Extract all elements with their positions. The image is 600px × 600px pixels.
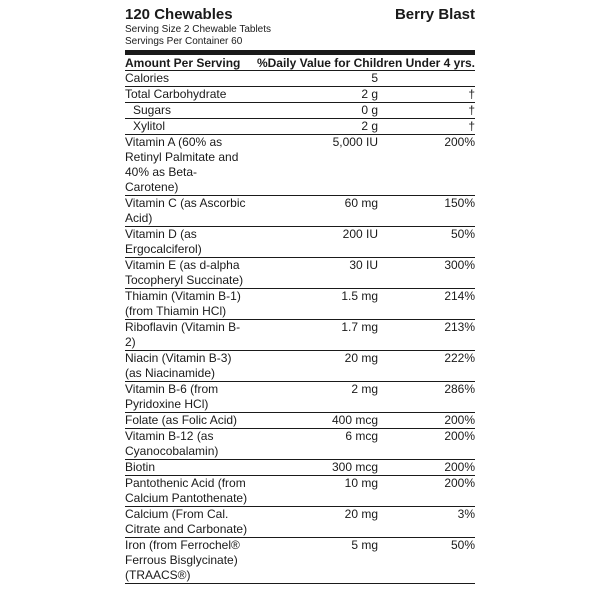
flavor-name: Berry Blast [394,6,475,23]
nutrient-daily-value: 300% [382,258,475,289]
nutrient-daily-value: 214% [382,289,475,320]
table-row [125,119,475,135]
table-row [125,87,475,103]
nutrient-daily-value: 213% [382,320,475,351]
table-row [125,476,475,507]
nutrient-daily-value: 286% [382,382,475,413]
table-row [125,507,475,538]
nutrient-name: Niacin (Vitamin B-3) (as Niacinamide) [125,351,250,382]
table-row [125,429,475,460]
header-amount-per-serving: Amount Per Serving [125,55,250,71]
nutrient-name: Total Carbohydrate [125,87,250,103]
nutrient-daily-value: 200% [382,429,475,460]
table-row [125,135,475,196]
table-row [125,227,475,258]
nutrient-name: Xylitol [125,119,250,135]
nutrient-amount: 300 mcg [250,460,382,476]
nutrient-amount: 0 g [250,103,382,119]
nutrient-amount: 1.5 mg [250,289,382,320]
nutrient-name: Pantothenic Acid (from Calcium Pantothenate) [125,476,250,507]
nutrient-daily-value: † [382,119,475,135]
nutrient-amount: 30 IU [250,258,382,289]
nutrient-daily-value: 150% [382,196,475,227]
nutrient-table [125,55,475,584]
nutrient-name: Vitamin D (as Ergocalciferol) [125,227,250,258]
nutrient-amount: 200 IU [250,227,382,258]
nutrient-name: Calcium (From Cal. Citrate and Carbonate) [125,507,250,538]
nutrient-amount: 5 mg [250,538,382,584]
nutrient-amount: 60 mg [250,196,382,227]
product-count: 120 Chewables [125,6,233,23]
header-row [125,6,475,24]
nutrient-name: Iron (from Ferrochel® Ferrous Bisglycinate) (TRAACS®) [125,538,250,584]
nutrient-daily-value: † [382,87,475,103]
table-row [125,320,475,351]
nutrient-name: Sugars [125,103,250,119]
nutrient-name: Vitamin B-6 (from Pyridoxine HCl) [125,382,250,413]
servings-per-container: Servings Per Container 60 [125,36,243,47]
nutrient-amount: 10 mg [250,476,382,507]
nutrient-daily-value: 50% [382,227,475,258]
nutrient-amount: 6 mcg [250,429,382,460]
nutrient-name: Riboflavin (Vitamin B-2) [125,320,250,351]
nutrient-amount: 2 g [250,119,382,135]
nutrient-daily-value: 200% [382,135,475,196]
nutrient-amount: 5 [250,71,382,87]
nutrient-daily-value: 200% [382,413,475,429]
table-row [125,538,475,584]
table-row [125,382,475,413]
nutrient-amount: 1.7 mg [250,320,382,351]
supplement-facts-panel [125,6,475,584]
nutrient-name: Thiamin (Vitamin B-1) (from Thiamin HCl) [125,289,250,320]
header-daily-value: %Daily Value for Children Under 4 yrs. [250,55,475,71]
table-row [125,351,475,382]
nutrient-amount: 5,000 IU [250,135,382,196]
nutrient-daily-value: † [382,103,475,119]
table-row [125,71,475,87]
table-row [125,196,475,227]
nutrient-name: Biotin [125,460,250,476]
nutrient-amount: 400 mcg [250,413,382,429]
nutrient-daily-value [382,71,475,87]
nutrient-name: Vitamin E (as d-alpha Tocopheryl Succinate) [125,258,250,289]
table-row [125,103,475,119]
nutrient-name: Vitamin B-12 (as Cyanocobalamin) [125,429,250,460]
table-row [125,460,475,476]
table-header-row [125,55,475,71]
nutrient-daily-value: 200% [382,476,475,507]
nutrient-amount: 20 mg [250,507,382,538]
table-body [125,71,475,584]
nutrient-amount: 20 mg [250,351,382,382]
table-row [125,413,475,429]
nutrient-daily-value: 50% [382,538,475,584]
nutrient-name: Calories [125,71,250,87]
nutrient-daily-value: 200% [382,460,475,476]
nutrient-amount: 2 mg [250,382,382,413]
table-row [125,289,475,320]
nutrient-amount: 2 g [250,87,382,103]
nutrient-name: Vitamin A (60% as Retinyl Palmitate and 40% as Beta-Carotene) [125,135,250,196]
nutrient-daily-value: 222% [382,351,475,382]
nutrient-daily-value: 3% [382,507,475,538]
serving-size: Serving Size 2 Chewable Tablets [125,24,272,35]
nutrient-name: Vitamin C (as Ascorbic Acid) [125,196,250,227]
table-row [125,258,475,289]
nutrient-name: Folate (as Folic Acid) [125,413,250,429]
